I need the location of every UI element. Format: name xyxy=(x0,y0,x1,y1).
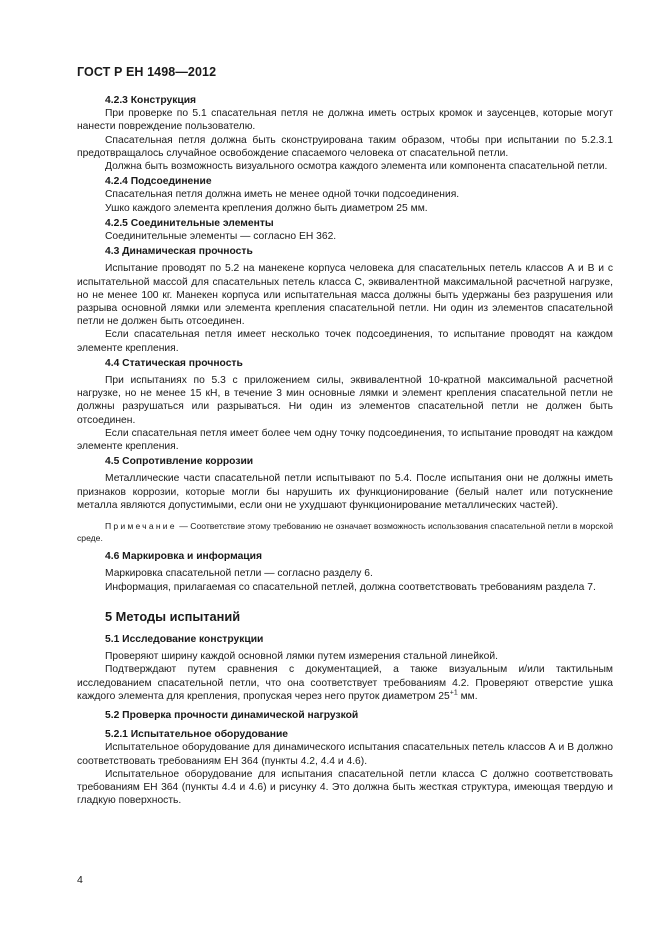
paragraph-text: мм. xyxy=(457,690,478,702)
section-heading-5-2-1: 5.2.1 Испытательное оборудование xyxy=(105,729,288,741)
page-number: 4 xyxy=(77,874,83,886)
paragraph: Испытательное оборудование для динамического испытания спасательных петель классов А и В должно соответствовать требованиям ЕН 364 (пункты 4.2, 4.4 и 4.6). xyxy=(77,742,613,767)
section-heading-4-2-4: 4.2.4 Подсоединение xyxy=(105,176,212,188)
paragraph: Соединительные элементы — согласно ЕН 362. xyxy=(105,231,337,243)
note-label: Примечание xyxy=(105,521,177,532)
section-heading-4-5: 4.5 Сопротивление коррозии xyxy=(105,456,254,468)
paragraph: Информация, прилагаемая со спасательной петлей, должна соответствовать требованиям раздела 7. xyxy=(105,581,596,593)
note xyxy=(77,520,613,544)
paragraph: Если спасательная петля имеет несколько точек подсоединения, то испытание проводят на каждом элементе крепления. xyxy=(77,329,613,354)
section-heading-4-3: 4.3 Динамическая прочность xyxy=(105,246,253,258)
section-heading-4-4: 4.4 Статическая прочность xyxy=(105,357,243,369)
paragraph: Должна быть возможность визуального осмотра каждого элемента или компонента спасательной петли. xyxy=(105,161,608,173)
paragraph: При испытаниях по 5.3 с приложением силы, эквивалентной 10-кратной максимальной расчетной нагрузке, но не менее 15 кН, в течение 3 мин основные лямки и элемент крепления спасательной петли не должны разрушаться или разрываться. Ни один из элементов спасательной петли не должен быть отсоединен. xyxy=(77,375,613,426)
paragraph: Ушко каждого элемента крепления должно быть диаметром 25 мм. xyxy=(105,202,428,214)
note-text: — Соответствие этому требованию не означает возможность использования спасательной петли в морской среде. xyxy=(77,521,613,544)
paragraph: Проверяют ширину каждой основной лямки путем измерения стальной линейкой. xyxy=(105,651,498,663)
paragraph-text: Подтверждают путем сравнения с документацией, а также визуальным и/или тактильным исследованием спасательной петли, что она соответствует требованиям 4.2. Проверяют отверстие ушка каждого элемента для крепления, пропуская через него пруток диаметром 25 xyxy=(77,664,613,702)
paragraph: Спасательная петля должна быть сконструирована таким образом, чтобы при испытании по 5.2.3.1 предотвращалось случайное освобождение спасаемого человека от спасательной петли. xyxy=(77,134,613,159)
tolerance-superscript: +1 xyxy=(449,689,458,697)
paragraph: Спасательная петля должна иметь не менее одной точки подсоединения. xyxy=(105,189,460,201)
paragraph: Если спасательная петля имеет более чем одну точку подсоединения, то испытание проводят на каждом элементе крепления. xyxy=(77,427,613,453)
paragraph: При проверке по 5.1 спасательная петля не должна иметь острых кромок и заусенцев, которые могут нанести повреждение пользователю. xyxy=(77,108,613,133)
paragraph: Маркировка спасательной петли — согласно разделу 6. xyxy=(105,568,373,580)
section-heading-4-2-5: 4.2.5 Соединительные элементы xyxy=(105,217,274,229)
document-header: ГОСТ Р ЕН 1498—2012 xyxy=(77,65,217,79)
paragraph: Испытание проводят по 5.2 на манекене корпуса человека для спасательных петель классов А и В и с испытательной массой для спасательных петель класса С, эквивалентной максимальной расчетной нагрузке, но не менее 100 кг. Манекен корпуса или испытательная масса должны быть удержаны без разрушения или разрыва основной лямки или элемента крепления спасательной петли. Ни один из элементов спасательной петли не должен быть отсоединен. xyxy=(77,263,613,328)
paragraph: Металлические части спасательной петли испытывают по 5.4. После испытания они не должны иметь признаков коррозии, которые могли бы нарушить их функционирование (белый налет или потускнение металла являются допустимыми, если они не ухудшают функционирование металлических частей). xyxy=(77,473,613,511)
document-body xyxy=(77,92,613,807)
paragraph xyxy=(77,663,613,703)
section-heading-5-2: 5.2 Проверка прочности динамической нагрузкой xyxy=(105,709,359,721)
section-heading-5: 5 Методы испытаний xyxy=(105,608,241,624)
section-heading-4-2-3: 4.2.3 Конструкция xyxy=(105,95,197,106)
section-heading-5-1: 5.1 Исследование конструкции xyxy=(105,633,264,645)
paragraph: Испытательное оборудование для испытания спасательной петли класса С должно соответствовать требованиям ЕН 364 (пункты 4.4 и 4.6) и рисунку 4. Это должна быть жесткая структура, имеющая твердую и гладкую поверхность. xyxy=(77,768,613,807)
section-heading-4-6: 4.6 Маркировка и информация xyxy=(105,551,262,563)
